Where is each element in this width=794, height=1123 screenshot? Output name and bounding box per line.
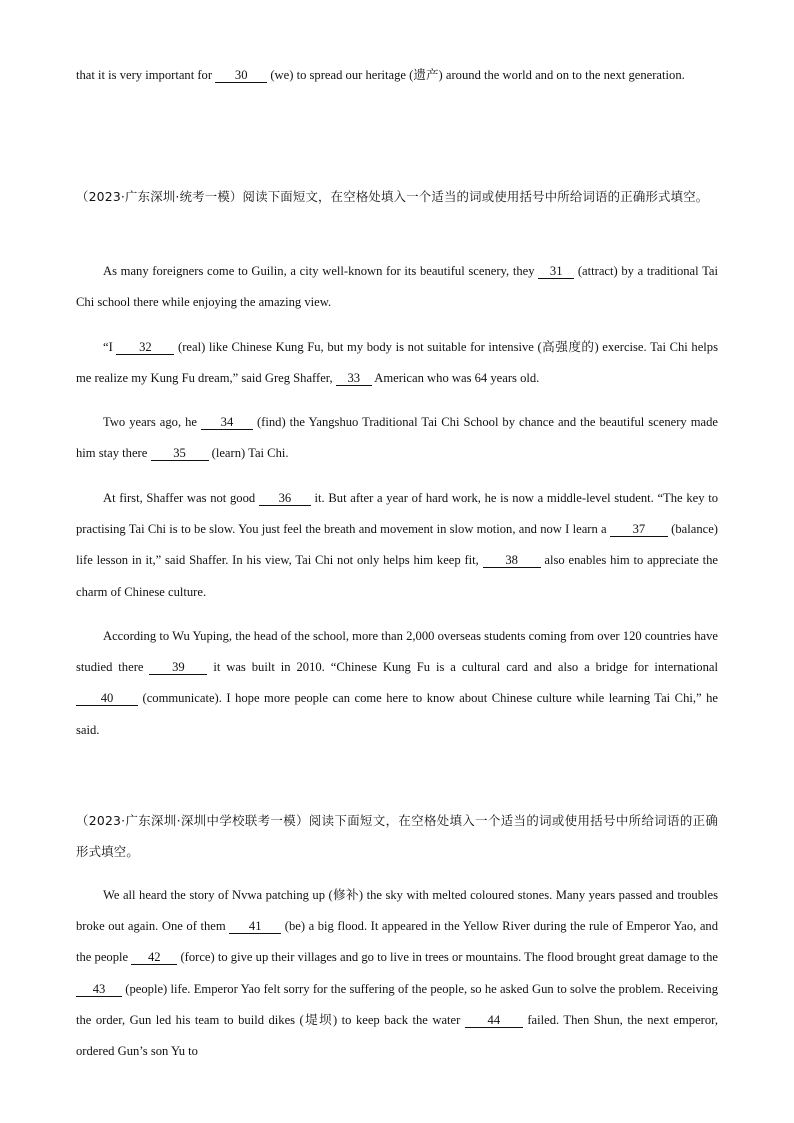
text: American who was 64 years old. <box>371 371 540 386</box>
text: At first, Shaffer was not good <box>103 491 259 505</box>
text: Two years ago, he <box>103 415 201 429</box>
text: We all heard the story of Nvwa patching up (修补) the sky with melted coloured stones. Many years passed and troubles broke out again. One of them <box>76 888 718 934</box>
blank-33[interactable]: 33 <box>336 371 372 386</box>
text: it. But after a year of hard work, he is now a middle-level student. “The key to practising Tai Chi is to be slow. You just feel the breath and movement in slow motion, and now I learn a <box>76 491 718 537</box>
text: As many foreigners come to Guilin, a city well-known for its beautiful scenery, they <box>103 264 539 278</box>
text: “I <box>103 340 117 354</box>
text: (attract) by a traditional Tai Chi school there while enjoying the amazing view. <box>76 264 718 310</box>
text: (we) to spread our heritage (遗产) around the world and on to the next generation. <box>267 68 685 82</box>
text: (be) a big flood. It appeared in the Yellow River during the rule of Emperor Yao, and the people <box>76 919 719 965</box>
text: that it is very important for <box>76 68 216 82</box>
text: (balance) life lesson in it,” said Shaffer. In his view, Tai Chi not only helps him keep fit, <box>76 522 718 568</box>
section-2-paragraph-2 <box>76 332 718 394</box>
blank-35[interactable]: 35 <box>151 446 209 461</box>
blank-42[interactable]: 42 <box>131 950 177 965</box>
passage-1-ending <box>76 60 718 91</box>
section-2-paragraph-3 <box>76 407 718 469</box>
blank-41[interactable]: 41 <box>229 919 281 934</box>
section-2-paragraph-1 <box>76 256 718 318</box>
text: (communicate). I hope more people can come here to know about Chinese culture while learning Tai Chi,” he said. <box>76 691 718 737</box>
section-2-paragraph-4 <box>76 483 718 608</box>
blank-40[interactable]: 40 <box>76 691 138 706</box>
blank-31[interactable]: 31 <box>538 264 574 279</box>
text: (people) life. Emperor Yao felt sorry for the suffering of the people, so he asked Gun to solve the problem. Receiving the order, Gun led his team to build dikes (堤坝) to keep back the water <box>76 981 718 1027</box>
text: (learn) Tai Chi. <box>208 446 289 461</box>
section-3-heading: （2023·广东深圳·深圳中学校联考一模）阅读下面短文，在空格处填入一个适当的词或使用括号中所给词语的正确形式填空。 <box>76 813 718 860</box>
blank-44[interactable]: 44 <box>465 1013 523 1028</box>
text: (force) to give up their villages and go to live in trees or mountains. The flood brought great damage to the <box>177 950 718 965</box>
blank-37[interactable]: 37 <box>610 522 668 537</box>
section-3-paragraph-1 <box>76 880 718 1067</box>
section-2-heading: （2023·广东深圳·统考一模）阅读下面短文，在空格处填入一个适当的词或使用括号中所给词语的正确形式填空。 <box>76 189 709 204</box>
text: also enables him to appreciate the charm of Chinese culture. <box>76 553 718 599</box>
blank-36[interactable]: 36 <box>259 491 311 506</box>
text: According to Wu Yuping, the head of the school, more than 2,000 overseas students coming from over 120 countries have studied there <box>76 629 718 675</box>
blank-30[interactable]: 30 <box>215 68 267 83</box>
blank-38[interactable]: 38 <box>483 553 541 568</box>
blank-32[interactable]: 32 <box>116 340 174 355</box>
text: (real) like Chinese Kung Fu, but my body is not suitable for intensive (高强度的) exercise. Tai Chi helps me realize my Kung Fu dream,” said Greg Shaffer, <box>76 340 718 386</box>
text: it was built in 2010. “Chinese Kung Fu is a cultural card and also a bridge for international <box>207 660 718 675</box>
text: (find) the Yangshuo Traditional Tai Chi School by chance and the beautiful scenery made him stay there <box>76 415 718 461</box>
blank-39[interactable]: 39 <box>149 660 207 675</box>
blank-43[interactable]: 43 <box>76 982 122 997</box>
text: failed. Then Shun, the next emperor, ordered Gun’s son Yu to <box>76 1012 718 1059</box>
blank-34[interactable]: 34 <box>201 415 253 430</box>
section-2-paragraph-5 <box>76 621 718 746</box>
